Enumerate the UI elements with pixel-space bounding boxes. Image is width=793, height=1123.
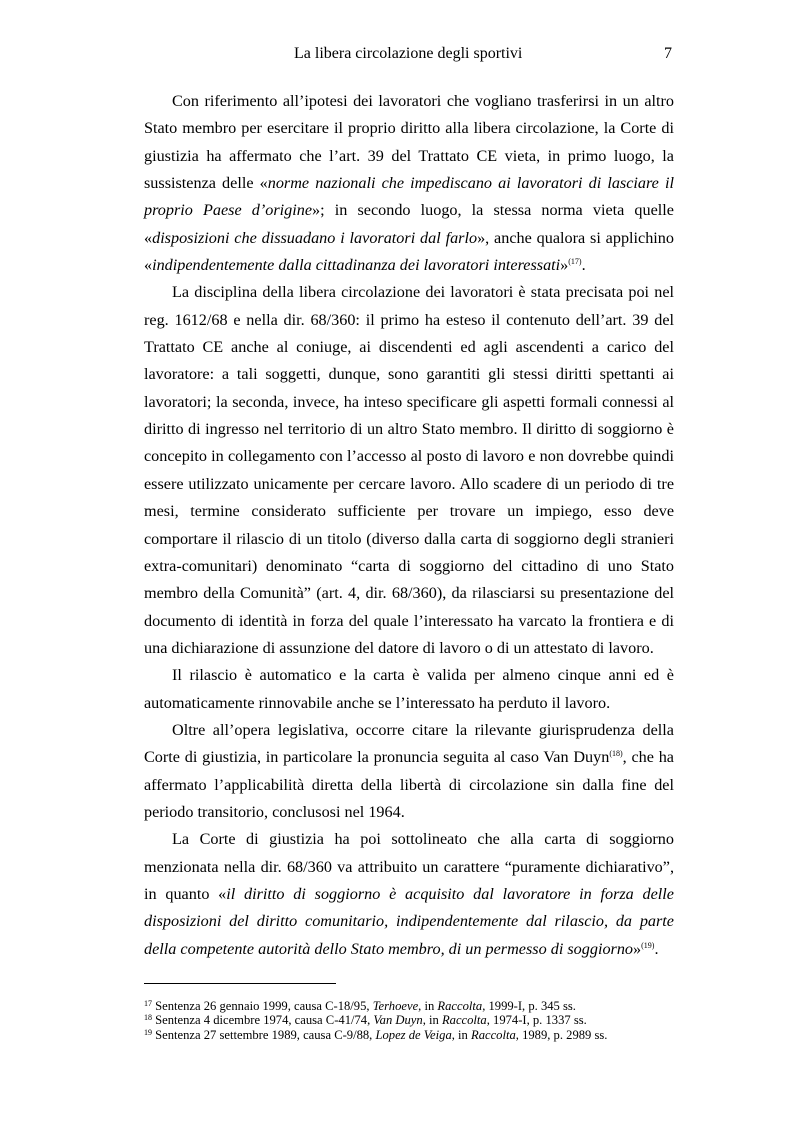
footnote-ref: (19) — [641, 940, 655, 950]
text-run: Con riferimento all’ipotesi dei lavoratori che vogliano trasferirsi in un altro Stato membro per esercitare il proprio diritto alla libera circolazione, la Corte di giustizia ha affermato che l’art. 39 del Trattato CE vieta, in primo luogo, la sussistenza delle « — [144, 92, 674, 193]
footnote-separator — [144, 983, 336, 984]
body-text — [144, 88, 674, 963]
text-run: , in — [422, 1013, 442, 1028]
paragraph — [144, 279, 674, 662]
paragraph — [144, 662, 674, 717]
footnote-number: 17 — [144, 999, 152, 1008]
text-run: », anche qualora si applichino « — [144, 228, 674, 275]
text-run: »; in secondo luogo, la stessa norma vieta quelle « — [144, 201, 674, 247]
text-run: . — [581, 256, 586, 275]
italic-quote: Raccolta — [437, 999, 483, 1013]
italic-quote: indipendentemente dalla cittadinanza dei lavoratori interessati — [152, 256, 561, 275]
text-run: Sentenza 27 settembre 1989, causa C-9/88, — [152, 1027, 376, 1042]
footnote-ref: (17) — [568, 257, 582, 267]
running-header — [144, 45, 674, 69]
italic-quote: Lopez de Veiga — [375, 1027, 452, 1042]
italic-quote: norme nazionali che impediscano ai lavoratori di lasciare il proprio Paese d’origine — [144, 174, 674, 220]
footnote — [144, 1013, 704, 1027]
footnote-number: 19 — [144, 1027, 152, 1037]
text-run: La disciplina della libera circolazione dei lavoratori è stata precisata poi nel reg. 1612/68 e nella dir. 68/360: il primo ha esteso il contenuto dell’art. 39 del Trattato CE anche al coniuge, ai discendenti ed agli ascendenti a carico del lavoratore: a tali soggetti, dunque, sono garantiti gli stessi diritti spettanti ai lavoratori; la seconda, invece, ha inteso specificare gli aspetti formali connessi al diritto di ingresso nel territorio di un altro Stato membro. Il diritto di soggiorno è concepito in collegamento con l’accesso al posto di lavoro e non dovrebbe quindi essere utilizzato unicamente per cercare lavoro. Allo scadere di un periodo di tre mesi, termine considerato sufficiente per trovare un impiego, esso deve comportare il rilascio di un titolo (diverso dalla carta di soggiorno degli stranieri extra-comunitari) denominato “carta di soggiorno del cittadino di uno Stato membro della Comunità” (art. 4, dir. 68/360), da rilasciarsi su presentazione del documento di identità in forza del quale l’interessato ha varcato la frontiera e di una dichiarazione di assunzione del datore di lavoro o di un attestato di lavoro. — [144, 283, 674, 657]
text-run: La Corte di giustizia ha poi sottolineato che alla carta di soggiorno menzionata nella dir. 68/360 va attribuito un carattere “puramente dichiarativo”, in quanto « — [144, 830, 674, 903]
footnote-number: 18 — [144, 1013, 152, 1023]
text-run: . — [654, 939, 659, 958]
footnote-ref: (18) — [609, 749, 623, 759]
text-run: , in — [451, 1027, 471, 1042]
text-run: » — [633, 939, 642, 958]
italic-quote: il diritto di soggiorno è acquisito dal lavoratore in forza delle disposizioni del diritto comunitario, indipendentemente dal rilascio, da parte della competente autorità dello Stato membro, di un permesso di soggiorno — [144, 884, 674, 958]
header-title: La libera circolazione degli sportivi — [294, 45, 523, 62]
text-run: , 1989, p. 2989 ss. — [515, 1027, 608, 1042]
text-run: , in — [418, 999, 438, 1013]
text-run: , 1974-I, p. 1337 ss. — [486, 1013, 587, 1028]
italic-quote: Terhoeve — [372, 999, 419, 1013]
text-run: Oltre all’opera legislativa, occorre citare la rilevante giurisprudenza della Corte di giustizia, in particolare la pronuncia seguita al caso Van Duyn — [144, 720, 674, 767]
paragraph — [144, 717, 674, 826]
text-run: , che ha affermato l’applicabilità diretta della libertà di circolazione sin dalla fine del periodo transitorio, conclusosi nel 1964. — [144, 748, 674, 821]
text-run: » — [560, 256, 569, 275]
footnotes — [144, 999, 704, 1042]
italic-quote: Van Duyn — [373, 1013, 423, 1028]
footnote — [144, 1028, 704, 1042]
italic-quote: disposizioni che dissuadano i lavoratori dal farlo — [152, 228, 478, 247]
text-run: Il rilascio è automatico e la carta è valida per almeno cinque anni ed è automaticamente rinnovabile anche se l’interessato ha perduto il lavoro. — [144, 666, 674, 712]
page-number: 7 — [664, 45, 672, 62]
text-run: Sentenza 26 gennaio 1999, causa C-18/95, — [152, 999, 373, 1013]
text-run: Sentenza 4 dicembre 1974, causa C-41/74, — [152, 1013, 374, 1028]
paragraph — [144, 88, 674, 279]
italic-quote: Raccolta — [441, 1013, 487, 1028]
paragraph — [144, 826, 674, 963]
footnote — [144, 999, 704, 1013]
text-run: , 1999-I, p. 345 ss. — [482, 999, 576, 1013]
italic-quote: Raccolta — [471, 1027, 516, 1042]
